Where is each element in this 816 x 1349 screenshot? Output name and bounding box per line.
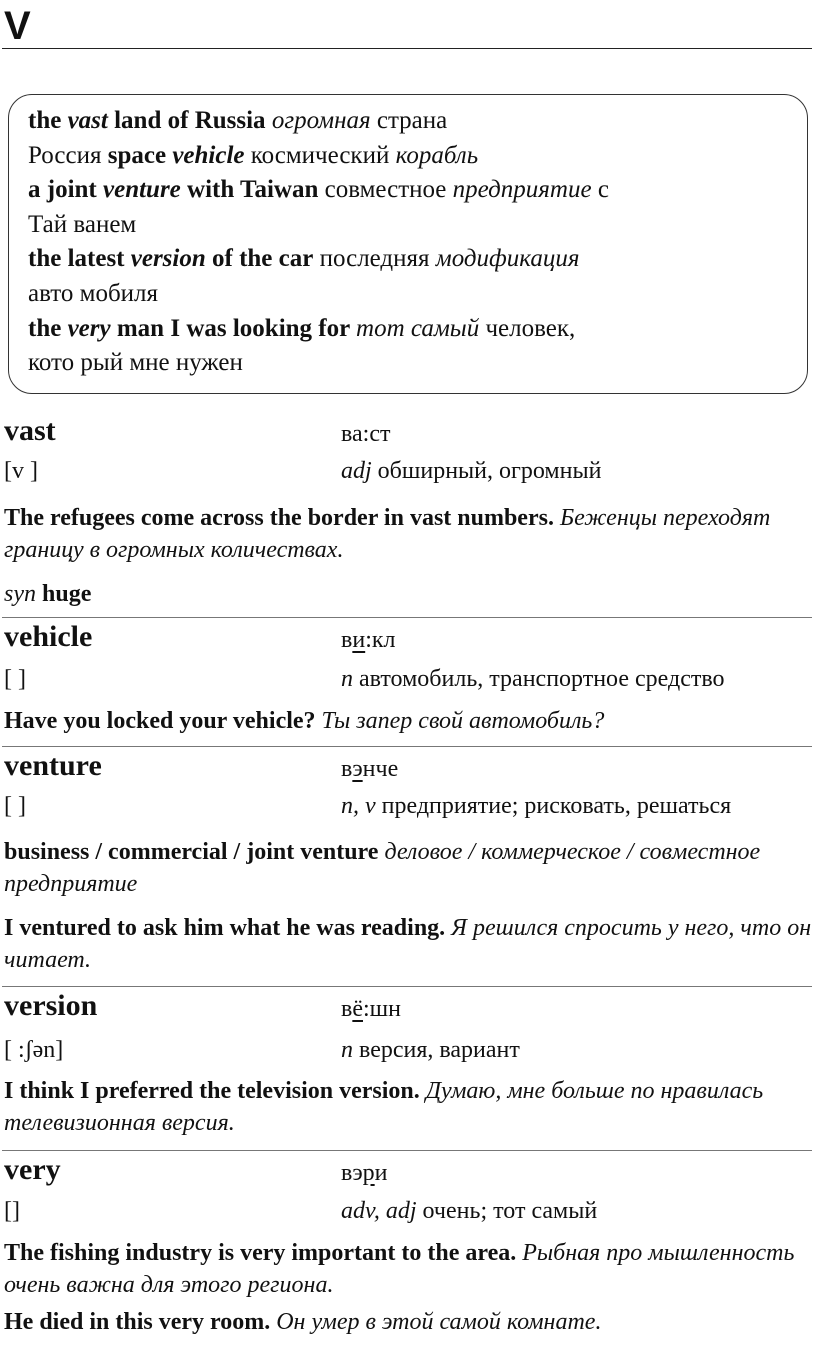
box-translation: страна <box>370 107 448 134</box>
entry-pronunciation <box>341 625 396 655</box>
definition-text: обширный, огромный <box>371 458 602 484</box>
part-of-speech: adj <box>341 458 372 484</box>
entry-definition <box>341 1035 520 1065</box>
example-en: I think I preferred the television version. <box>4 1078 420 1104</box>
entry-ipa: [] <box>4 1198 20 1224</box>
pron-text: и <box>374 1160 388 1186</box>
example-en: I ventured to ask him what he was reading. <box>4 915 446 941</box>
example-en: The fishing industry is very important to the area. <box>4 1240 517 1266</box>
box-phrase: land of Russia <box>107 107 272 134</box>
box-line <box>28 242 609 277</box>
box-line <box>28 139 609 174</box>
example-en: The refugees come across the border in vast numbers. <box>4 505 554 531</box>
box-translation: человек, <box>479 314 576 342</box>
box-phrase: the <box>28 107 68 134</box>
box-translation: предприятие <box>452 176 592 204</box>
definition-text: предприятие; рисковать, решаться <box>375 793 732 819</box>
syn-label: syn <box>4 581 36 607</box>
box-phrase: the <box>28 314 68 342</box>
box-translation: модификация <box>435 245 580 273</box>
entry-separator <box>2 617 812 618</box>
synonym <box>4 578 812 610</box>
box-phrase: the latest <box>28 245 131 273</box>
pron-text: :кл <box>365 627 396 653</box>
entry-definition <box>341 664 725 694</box>
entry-definition <box>341 1196 597 1226</box>
header-rule <box>2 48 812 49</box>
box-translation: Тай ванем <box>28 210 137 238</box>
pron-text: в <box>341 756 353 782</box>
example <box>4 1306 812 1338</box>
entry-ipa: [ ] <box>4 793 26 819</box>
box-keyword: vehicle <box>172 141 245 169</box>
box-line <box>28 312 609 347</box>
box-translation: космический <box>244 141 396 169</box>
entry-word: version <box>4 989 98 1022</box>
example <box>4 912 812 976</box>
box-keyword: very <box>67 314 111 342</box>
box-translation: кото рый мне нужен <box>28 349 243 377</box>
box-phrase: man I was looking for <box>110 314 357 342</box>
box-translation: корабль <box>395 141 479 169</box>
box-translation: Россия <box>28 141 108 169</box>
box-translation: совместное <box>318 176 453 204</box>
pron-text: вэ <box>341 1160 363 1186</box>
entry-definition <box>341 791 731 821</box>
entry-separator <box>2 1150 812 1151</box>
entry-pronunciation <box>341 994 401 1024</box>
box-translation: огромная <box>271 107 371 134</box>
example <box>4 836 812 900</box>
box-translation: последняя <box>313 245 436 273</box>
example <box>4 502 812 566</box>
box-phrase: space <box>107 141 173 169</box>
example-ru: Рыбная про мышленность очень важна для этого региона. <box>4 1240 795 1298</box>
stressed-vowel: ё <box>352 996 363 1022</box>
pron-text: ва:ст <box>341 421 391 447</box>
entry-pronunciation <box>341 419 390 449</box>
entry-separator <box>2 746 812 747</box>
entry-ipa: [ ] <box>4 666 26 692</box>
example <box>4 1075 812 1139</box>
pron-text: нче <box>362 756 399 782</box>
part-of-speech: n, v <box>341 793 376 819</box>
stressed-vowel: р <box>362 1160 375 1186</box>
entry-word: vast <box>4 414 56 447</box>
box-keyword: venture <box>103 176 181 204</box>
box-phrase: with Taiwan <box>180 176 319 204</box>
entry-ipa: [ :ʃən] <box>4 1037 64 1063</box>
box-keyword: vast <box>67 107 108 134</box>
stressed-vowel: э <box>352 756 363 782</box>
example-en: Have you locked your vehicle? <box>4 708 316 734</box>
example-ru: деловое / коммерческое / совместное предприятие <box>4 839 761 897</box>
example-ru: Ты запер свой автомобиль? <box>315 708 605 734</box>
box-translation: тот самый <box>356 314 480 342</box>
example <box>4 705 812 737</box>
definition-text: версия, вариант <box>353 1037 520 1063</box>
example <box>4 1237 812 1301</box>
example-ru: Я решился спросить у него, что он читает. <box>4 915 812 973</box>
stressed-vowel: и <box>352 627 366 653</box>
definition-text: очень; тот самый <box>416 1198 598 1224</box>
entry-word: venture <box>4 749 102 782</box>
entry-word: vehicle <box>4 620 93 653</box>
box-translation: авто мобиля <box>28 279 159 307</box>
page-letter: V <box>4 4 31 48</box>
definition-text: автомобиль, транспортное средство <box>353 666 725 692</box>
box-phrase: a joint <box>28 176 103 204</box>
example-en: He died in this very room. <box>4 1309 271 1335</box>
box-line <box>28 208 609 243</box>
syn-word: huge <box>36 581 92 607</box>
example-ru: Думаю, мне больше по нравилась телевизионная версия. <box>4 1078 764 1136</box>
example-ru: Беженцы переходят границу в огромных количествах. <box>4 505 771 563</box>
part-of-speech: n <box>341 666 353 692</box>
example-en: business / commercial / joint venture <box>4 839 379 865</box>
examples-box-text <box>28 104 609 381</box>
box-keyword: version <box>130 245 206 273</box>
box-translation: с <box>591 176 609 204</box>
box-line <box>28 277 609 312</box>
example-ru: Он умер в этой самой комнате. <box>270 1309 602 1335</box>
entry-pronunciation <box>341 1158 387 1188</box>
box-line <box>28 173 609 208</box>
box-line <box>28 346 609 381</box>
pron-text: в <box>341 996 353 1022</box>
part-of-speech: n <box>341 1037 353 1063</box>
part-of-speech: adv, adj <box>341 1198 417 1224</box>
entry-pronunciation <box>341 754 398 784</box>
entry-ipa: [v ] <box>4 458 38 484</box>
box-phrase: of the car <box>205 245 314 273</box>
pron-text: в <box>341 627 353 653</box>
pron-text: :шн <box>363 996 401 1022</box>
entry-definition <box>341 456 601 486</box>
entry-separator <box>2 986 812 987</box>
box-line <box>28 104 609 139</box>
entry-word: very <box>4 1153 61 1186</box>
